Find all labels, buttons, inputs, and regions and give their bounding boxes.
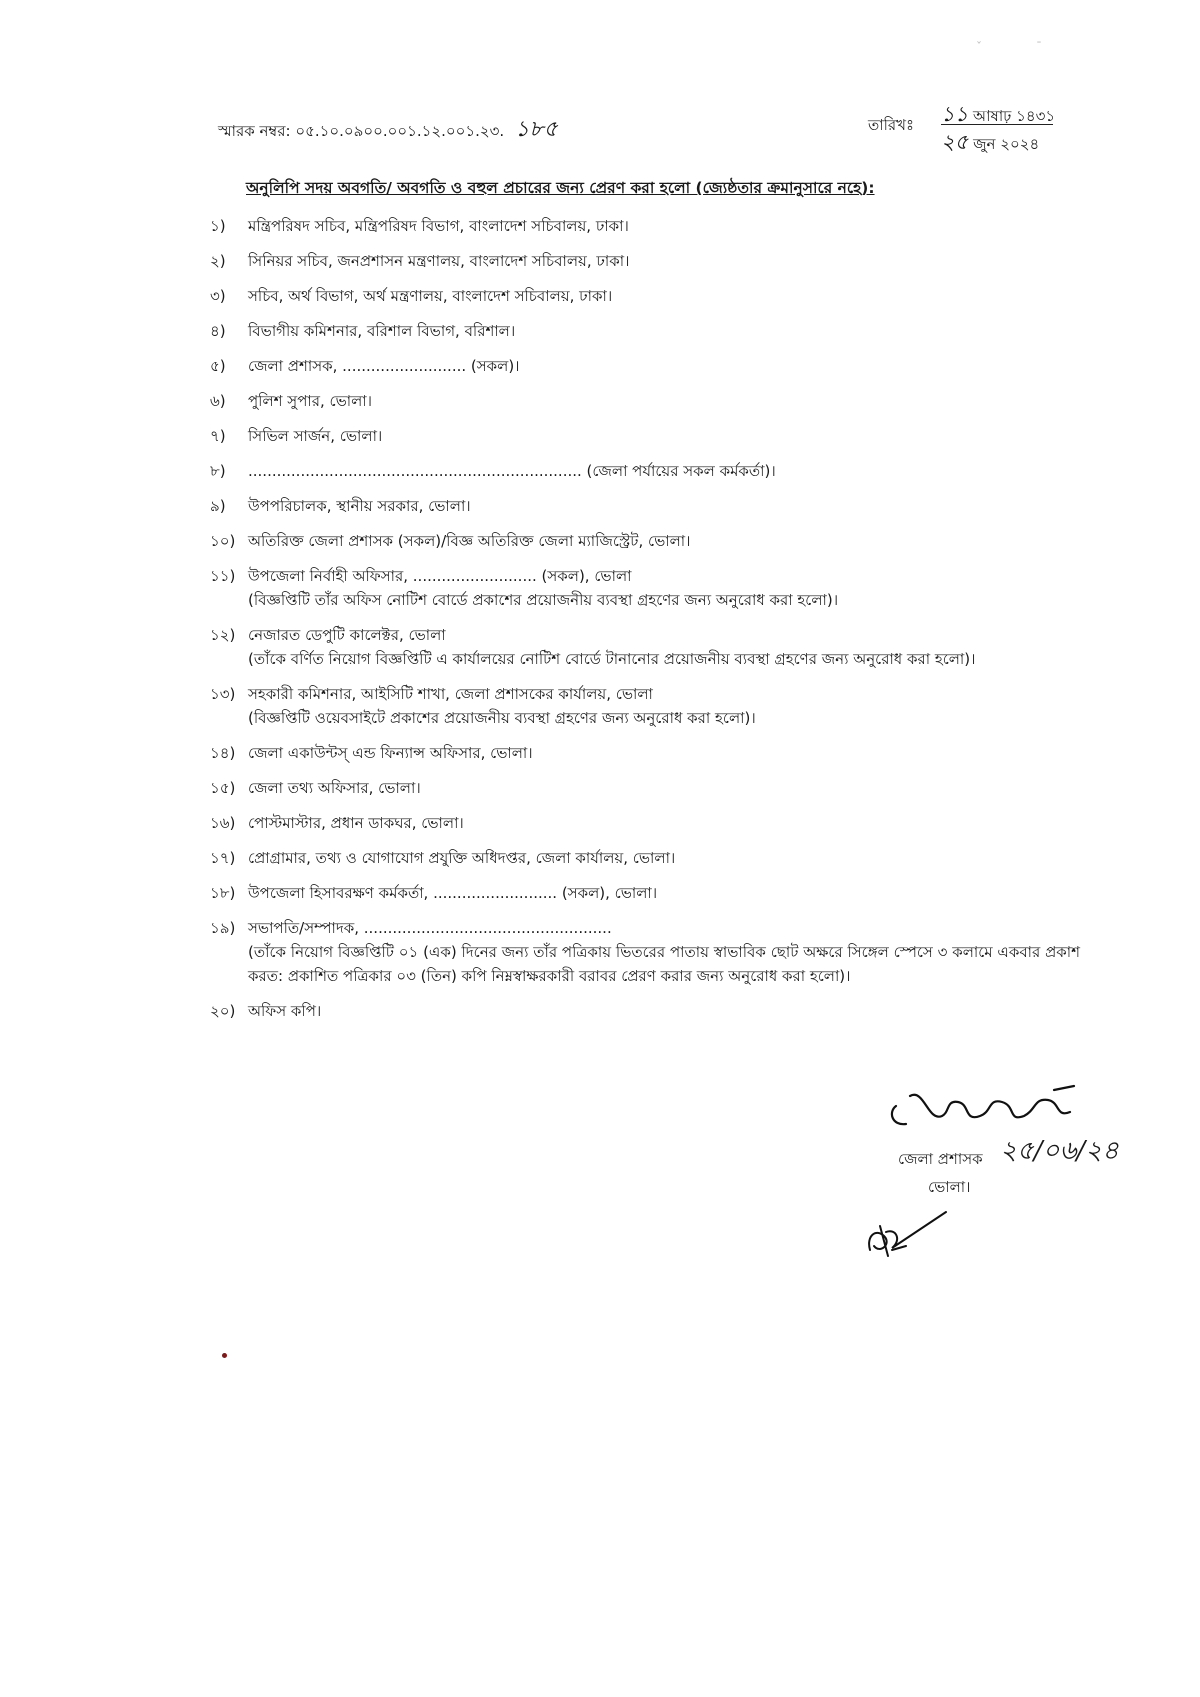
recipient-item [210,354,1080,378]
recipient-text: বিভাগীয় কমিশনার, বরিশাল বিভাগ, বরিশাল। [248,322,516,340]
recipient-number: ৫) [210,357,226,375]
recipient-number: ১৯) [210,919,236,937]
recipient-text: ...................................................................... (জেলা পর্যায়ের সকল কর্মকর্তা)। [248,462,776,480]
recipient-note: (বিজ্ঞপ্তিটি ওয়েবসাইটে প্রকাশের প্রয়োজনীয় ব্যবস্থা গ্রহণের জন্য অনুরোধ করা হলো)। [248,709,756,727]
recipient-item [210,319,1080,343]
recipient-text: সহকারী কমিশনার, আইসিটি শাখা, জেলা প্রশাসকের কার্যালয়, ভোলা [248,685,653,703]
recipient-body [248,564,1080,612]
bangla-day-handwritten: ১১ [941,102,969,126]
recipient-item [210,529,1080,553]
recipient-body [248,623,1080,671]
recipient-number: ৩) [210,287,226,305]
signatory-title: জেলা প্রশাসক [898,1150,983,1168]
recipient-body [248,214,1080,238]
recipient-text: মন্ত্রিপরিষদ সচিব, মন্ত্রিপরিষদ বিভাগ, বাংলাদেশ সচিবালয়, ঢাকা। [248,217,629,235]
recipient-text: সিনিয়র সচিব, জনপ্রশাসন মন্ত্রণালয়, বাংলাদেশ সচিবালয়, ঢাকা। [248,252,630,270]
recipient-body [248,424,1080,448]
recipient-text: পুলিশ সুপার, ভোলা। [248,392,373,410]
recipient-body [248,881,1080,905]
recipient-text: পোস্টমাস্টার, প্রধান ডাকঘর, ভোলা। [248,814,464,832]
initial-scribble [862,1206,948,1262]
recipient-number: ২) [210,252,226,270]
recipient-body [248,319,1080,343]
recipient-number: ২০) [210,1002,236,1020]
recipient-item [210,811,1080,835]
bangla-month-year: আষাঢ় ১৪৩১ [973,107,1056,125]
recipient-text: উপপরিচালক, স্থানীয় সরকার, ভোলা। [248,497,471,515]
recipient-text: সভাপতি/সম্পাদক, .................................................... [248,919,612,937]
recipient-body [248,741,1080,765]
recipient-number: ১১) [210,567,236,585]
recipient-body [248,459,1080,483]
recipient-item [210,494,1080,518]
recipient-list [210,214,1080,1034]
recipient-text: উপজেলা হিসাবরক্ষণ কর্মকর্তা, .......................... (সকল), ভোলা। [248,884,658,902]
recipient-number: ৬) [210,392,226,410]
recipient-body [248,776,1080,800]
recipient-body [248,999,1080,1023]
recipient-body [248,811,1080,835]
recipient-body [248,249,1080,273]
recipient-text: জেলা তথ্য অফিসার, ভোলা। [248,779,421,797]
memo-number-value: ০৫.১০.০৯০০.০০১.১২.০০১.২৩. [295,122,505,140]
recipient-text: সচিব, অর্থ বিভাগ, অর্থ মন্ত্রণালয়, বাংলাদেশ সচিবালয়, ঢাকা। [248,287,613,305]
scan-mark: ˇ [976,40,982,54]
date-label: তারিখঃ [868,116,914,134]
recipient-note: (তাঁকে বর্ণিত নিয়োগ বিজ্ঞপ্তিটি এ কার্যালয়ের নোটিশ বোর্ডে টানানোর প্রয়োজনীয় ব্যবস্থা গ্রহণের জন্য অনুরোধ করা হলো)। [248,650,976,668]
memo-label: স্মারক নম্বর: [218,122,291,140]
recipient-number: ৮) [210,462,226,480]
gregorian-month-year: জুন ২০২৪ [973,135,1040,153]
gregorian-date [941,126,1039,161]
recipient-number: ১৬) [210,814,236,832]
recipient-number: ১) [210,217,226,235]
recipient-body [248,354,1080,378]
recipient-note: (বিজ্ঞপ্তিটি তাঁর অফিস নোটিশ বোর্ডে প্রকাশের প্রয়োজনীয় ব্যবস্থা গ্রহণের জন্য অনুরোধ করা হলো)। [248,591,839,609]
recipient-item [210,916,1080,988]
recipient-item [210,284,1080,308]
recipient-item [210,846,1080,870]
recipient-item [210,214,1080,238]
recipient-body [248,916,1080,988]
gregorian-day-handwritten: ২৫ [941,130,969,154]
recipient-number: ১৪) [210,744,236,762]
recipient-text: জেলা প্রশাসক, .......................... (সকল)। [248,357,520,375]
recipient-body [248,529,1080,553]
recipient-text: জেলা একাউন্টস্ এন্ড ফিন্যান্স অফিসার, ভোলা। [248,744,533,762]
signatory-place: ভোলা। [928,1178,971,1196]
recipient-body [248,494,1080,518]
recipient-text: সিভিল সার্জন, ভোলা। [248,427,383,445]
recipient-text: অতিরিক্ত জেলা প্রশাসক (সকল)/বিজ্ঞ অতিরিক্ত জেলা ম্যাজিস্ট্রেট, ভোলা। [248,532,691,550]
date-divider [941,124,1053,125]
recipient-number: ১৭) [210,849,236,867]
ink-speck [222,1353,227,1358]
recipient-item [210,623,1080,671]
recipient-item [210,999,1080,1023]
recipient-item [210,564,1080,612]
recipient-item [210,881,1080,905]
recipient-text: প্রোগ্রামার, তথ্য ও যোগাযোগ প্রযুক্তি অধিদপ্তর, জেলা কার্যালয়, ভোলা। [248,849,676,867]
recipient-number: ৪) [210,322,226,340]
recipient-number: ১০) [210,532,236,550]
recipient-item [210,249,1080,273]
signature-date-handwritten: ২৫/০৬/২৪ [1000,1136,1119,1166]
recipient-item [210,459,1080,483]
recipient-number: ৭) [210,427,226,445]
recipient-item [210,424,1080,448]
recipient-text: অফিস কপি। [248,1002,322,1020]
recipient-text: উপজেলা নির্বাহী অফিসার, .......................... (সকল), ভোলা [248,567,632,585]
recipient-body [248,682,1080,730]
recipient-body [248,389,1080,413]
scan-mark: ˉ [1036,40,1042,54]
recipient-number: ১২) [210,626,236,644]
recipient-item [210,389,1080,413]
recipient-number: ৯) [210,497,226,515]
recipient-number: ১৩) [210,685,236,703]
recipient-item [210,776,1080,800]
memo-number [218,112,558,149]
recipient-text: নেজারত ডেপুটি কালেক্টর, ভোলা [248,626,446,644]
memo-handwritten-serial: ১৮৫ [514,117,558,142]
recipient-body [248,846,1080,870]
recipient-item [210,682,1080,730]
distribution-heading: অনুলিপি সদয় অবগতি/ অবগতি ও বহুল প্রচারের জন্য প্রেরণ করা হলো (জ্যেষ্ঠতার ক্রমানুসারে নহে): [246,179,875,197]
recipient-body [248,284,1080,308]
recipient-item [210,741,1080,765]
recipient-number: ১৫) [210,779,236,797]
recipient-number: ১৮) [210,884,236,902]
recipient-note: (তাঁকে নিয়োগ বিজ্ঞপ্তিটি ০১ (এক) দিনের জন্য তাঁর পত্রিকায় ভিতরের পাতায় স্বাভাবিক ছোট অক্ষরে সিঙ্গেল স্পেসে ৩ কলামে একবার প্রকাশ করত: প্রকাশিত পত্রিকার ০৩ (তিন) কপি নিম্নস্বাক্ষরকারী বরাবর প্রেরণ করার জন্য অনুরোধ করা হলো)। [248,943,1080,985]
